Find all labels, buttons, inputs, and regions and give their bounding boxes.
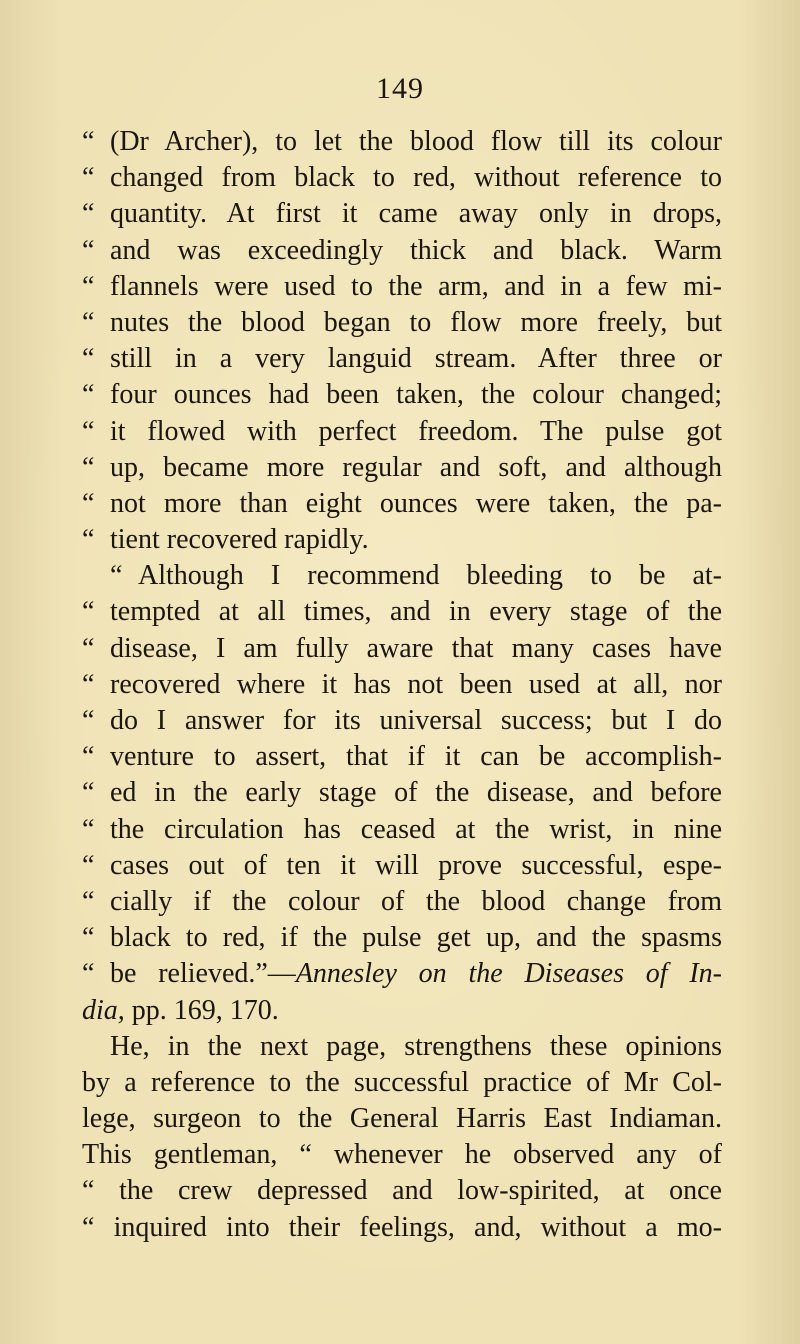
text-line (82, 486, 722, 522)
quote-mark: “ (82, 849, 95, 881)
commentary-paragraph (82, 1029, 722, 1246)
quote-mark: “ (82, 922, 95, 954)
quote-mark: “ (110, 560, 123, 592)
text-line (82, 667, 722, 703)
text-line (82, 196, 722, 232)
quote-mark: “ (82, 668, 95, 700)
quote-mark: “ (82, 198, 95, 230)
quote-mark: “ (82, 958, 95, 990)
line-text: venture to assert, that if it can be accomplish- (110, 741, 722, 773)
text-line (82, 775, 722, 811)
quote-mark: “ (82, 487, 95, 519)
text-line (82, 884, 722, 920)
quote-mark: “ (82, 705, 95, 736)
text-line (82, 160, 722, 196)
citation-italic-text: dia, (82, 994, 125, 1026)
line-text: recovered where it has not been used at all, nor (110, 668, 722, 700)
quote-mark: “ (82, 885, 95, 917)
text-line: lege, surgeon to the General Harris East Indiaman. (82, 1103, 722, 1135)
quoted-passage (82, 124, 722, 956)
quote-mark: “ (82, 415, 95, 447)
line-text: Although I recommend bleeding to be at- (138, 560, 722, 592)
page-number: 149 (376, 72, 424, 105)
quote-mark: “ (82, 632, 95, 664)
body-text (82, 124, 722, 1246)
text-line: “ the crew depressed and low-spirited, at once (82, 1175, 722, 1207)
line-text: tient recovered rapidly. (110, 524, 369, 556)
text-line (82, 269, 722, 305)
citation-plain-text: be relieved.”— (110, 958, 296, 990)
line-text: quantity. At first it came away only in drops, (110, 198, 722, 230)
text-line (82, 450, 722, 486)
text-line (82, 522, 722, 558)
text-line (82, 848, 722, 884)
quote-mark: “ (82, 162, 95, 194)
line-text: ed in the early stage of the disease, and before (110, 777, 722, 809)
line-text: four ounces had been taken, the colour changed; (110, 379, 722, 411)
line-text: do I answer for its universal success; but I do (110, 705, 722, 736)
citation-line-2 (82, 993, 722, 1029)
line-text: up, became more regular and soft, and although (110, 451, 722, 483)
quote-mark: “ (82, 813, 95, 845)
text-line: He, in the next page, strengthens these opinions (110, 1030, 722, 1062)
line-text: and was exceedingly thick and black. Warm (110, 234, 722, 266)
line-text: still in a very languid stream. After three or (110, 343, 722, 375)
quote-mark: “ (82, 379, 95, 411)
quote-mark: “ (82, 524, 95, 556)
citation-pages: pp. 169, 170. (124, 994, 279, 1026)
text-line (82, 739, 722, 775)
text-line (82, 631, 722, 667)
text-line (82, 305, 722, 341)
line-text: flannels were used to the arm, and in a few mi- (110, 270, 722, 302)
text-line: “ inquired into their feelings, and, without a mo- (82, 1211, 722, 1243)
line-text: (Dr Archer), to let the blood flow till its colour (110, 126, 722, 157)
line-text: it flowed with perfect freedom. The pulse got (110, 415, 722, 447)
quote-mark: “ (82, 777, 95, 809)
line-text: cases out of ten it will prove successful, espe- (110, 849, 722, 881)
text-line (82, 594, 722, 630)
line-text: changed from black to red, without reference to (110, 162, 722, 194)
line-text: the circulation has ceased at the wrist, in nine (110, 813, 722, 845)
line-text: nutes the blood began to flow more freely, but (110, 306, 722, 338)
text-line (82, 124, 722, 160)
citation-line-1 (82, 956, 722, 992)
quote-mark: “ (82, 126, 95, 157)
quote-mark: “ (82, 270, 95, 302)
text-line: This gentleman, “ whenever he observed any of (82, 1139, 722, 1171)
text-line (82, 920, 722, 956)
line-text: black to red, if the pulse get up, and the spasms (110, 922, 722, 954)
text-line (82, 703, 722, 739)
text-line (82, 414, 722, 450)
quote-mark: “ (82, 306, 95, 338)
quote-mark: “ (82, 741, 95, 773)
text-line (82, 341, 722, 377)
line-text: not more than eight ounces were taken, the pa- (110, 487, 722, 519)
quote-mark: “ (82, 234, 95, 266)
text-line (82, 233, 722, 269)
text-line (82, 812, 722, 848)
quote-mark: “ (82, 451, 95, 483)
text-line (82, 377, 722, 413)
quote-mark: “ (82, 343, 95, 375)
text-line (82, 558, 722, 594)
line-text: disease, I am fully aware that many cases have (110, 632, 722, 664)
line-text: cially if the colour of the blood change from (110, 885, 722, 917)
citation-italic-text: Annesley on the Diseases of In- (295, 958, 722, 990)
quote-mark: “ (82, 596, 95, 628)
line-text: tempted at all times, and in every stage of the (110, 596, 722, 628)
text-line: by a reference to the successful practice of Mr Col- (82, 1066, 722, 1098)
